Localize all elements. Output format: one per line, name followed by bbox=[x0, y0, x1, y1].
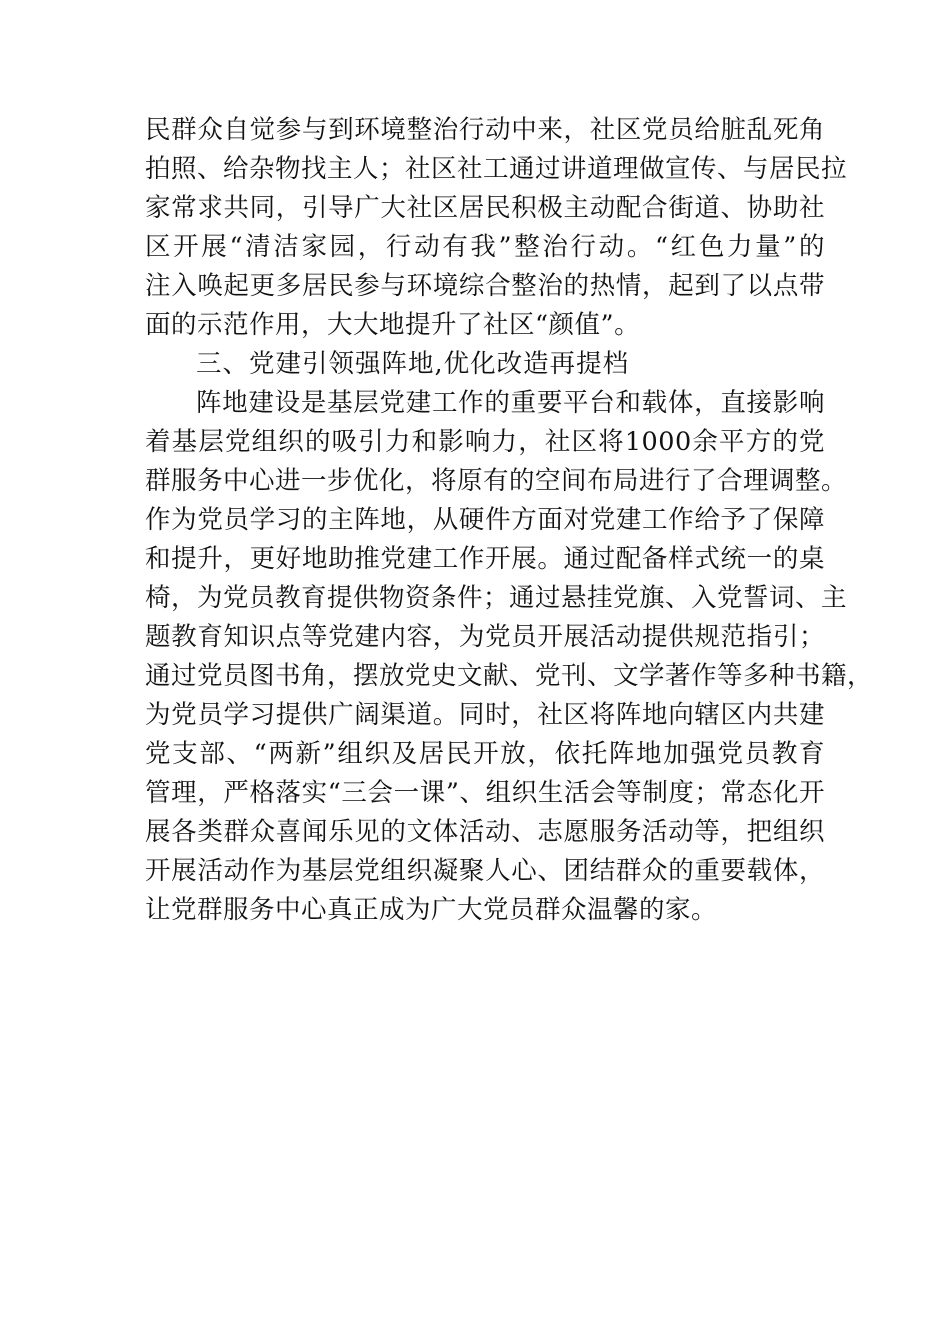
paragraph-line: 让党群服务中心真正成为广大党员群众温馨的家。 bbox=[145, 895, 718, 925]
paragraph-line: 群服务中心进一步优化，将原有的空间布局进行了合理调整。 bbox=[145, 466, 848, 496]
section-heading: 三、党建引领强阵地,优化改造再提档 bbox=[196, 349, 630, 379]
paragraph-line: 作为党员学习的主阵地，从硬件方面对党建工作给予了保障 bbox=[145, 505, 825, 535]
paragraph-line: 拍照、给杂物找主人；社区社工通过讲道理做宣传、与居民拉 bbox=[145, 154, 848, 184]
paragraph-line: 椅，为党员教育提供物资条件；通过悬挂党旗、入党誓词、主 bbox=[145, 583, 848, 613]
document-body bbox=[145, 111, 874, 930]
paragraph-line: 面的示范作用，大大地提升了社区“颜值”。 bbox=[145, 310, 641, 340]
paragraph-line: 和提升，更好地助推党建工作开展。通过配备样式统一的桌 bbox=[145, 544, 825, 574]
paragraph-line: 开展活动作为基层党组织凝聚人心、团结群众的重要载体， bbox=[145, 856, 825, 886]
paragraph-line: 阵地建设是基层党建工作的重要平台和载体，直接影响 bbox=[196, 388, 825, 418]
paragraph-line: 展各类群众喜闻乐见的文体活动、志愿服务活动等，把组织 bbox=[145, 817, 825, 847]
paragraph-line: 通过党员图书角，摆放党史文献、党刊、文学著作等多种书籍， bbox=[145, 661, 874, 691]
paragraph-line: 民群众自觉参与到环境整治行动中来，社区党员给脏乱死角 bbox=[145, 115, 825, 145]
paragraph-line: 着基层党组织的吸引力和影响力，社区将1000余平方的党 bbox=[145, 427, 825, 457]
paragraph-line: 为党员学习提供广阔渠道。同时，社区将阵地向辖区内共建 bbox=[145, 700, 825, 730]
paragraph-line: 党支部、“两新”组织及居民开放，依托阵地加强党员教育 bbox=[145, 739, 825, 769]
paragraph-line: 注入唤起更多居民参与环境综合整治的热情，起到了以点带 bbox=[145, 271, 825, 301]
paragraph-line: 区开展“清洁家园，行动有我”整治行动。“红色力量”的 bbox=[145, 232, 825, 262]
paragraph-line: 题教育知识点等党建内容，为党员开展活动提供规范指引； bbox=[145, 622, 825, 652]
paragraph-2 bbox=[145, 384, 874, 930]
paragraph-line: 家常求共同，引导广大社区居民积极主动配合街道、协助社 bbox=[145, 193, 825, 223]
paragraph-line: 管理，严格落实“三会一课”、组织生活会等制度；常态化开 bbox=[145, 778, 825, 808]
paragraph-1 bbox=[145, 111, 848, 345]
